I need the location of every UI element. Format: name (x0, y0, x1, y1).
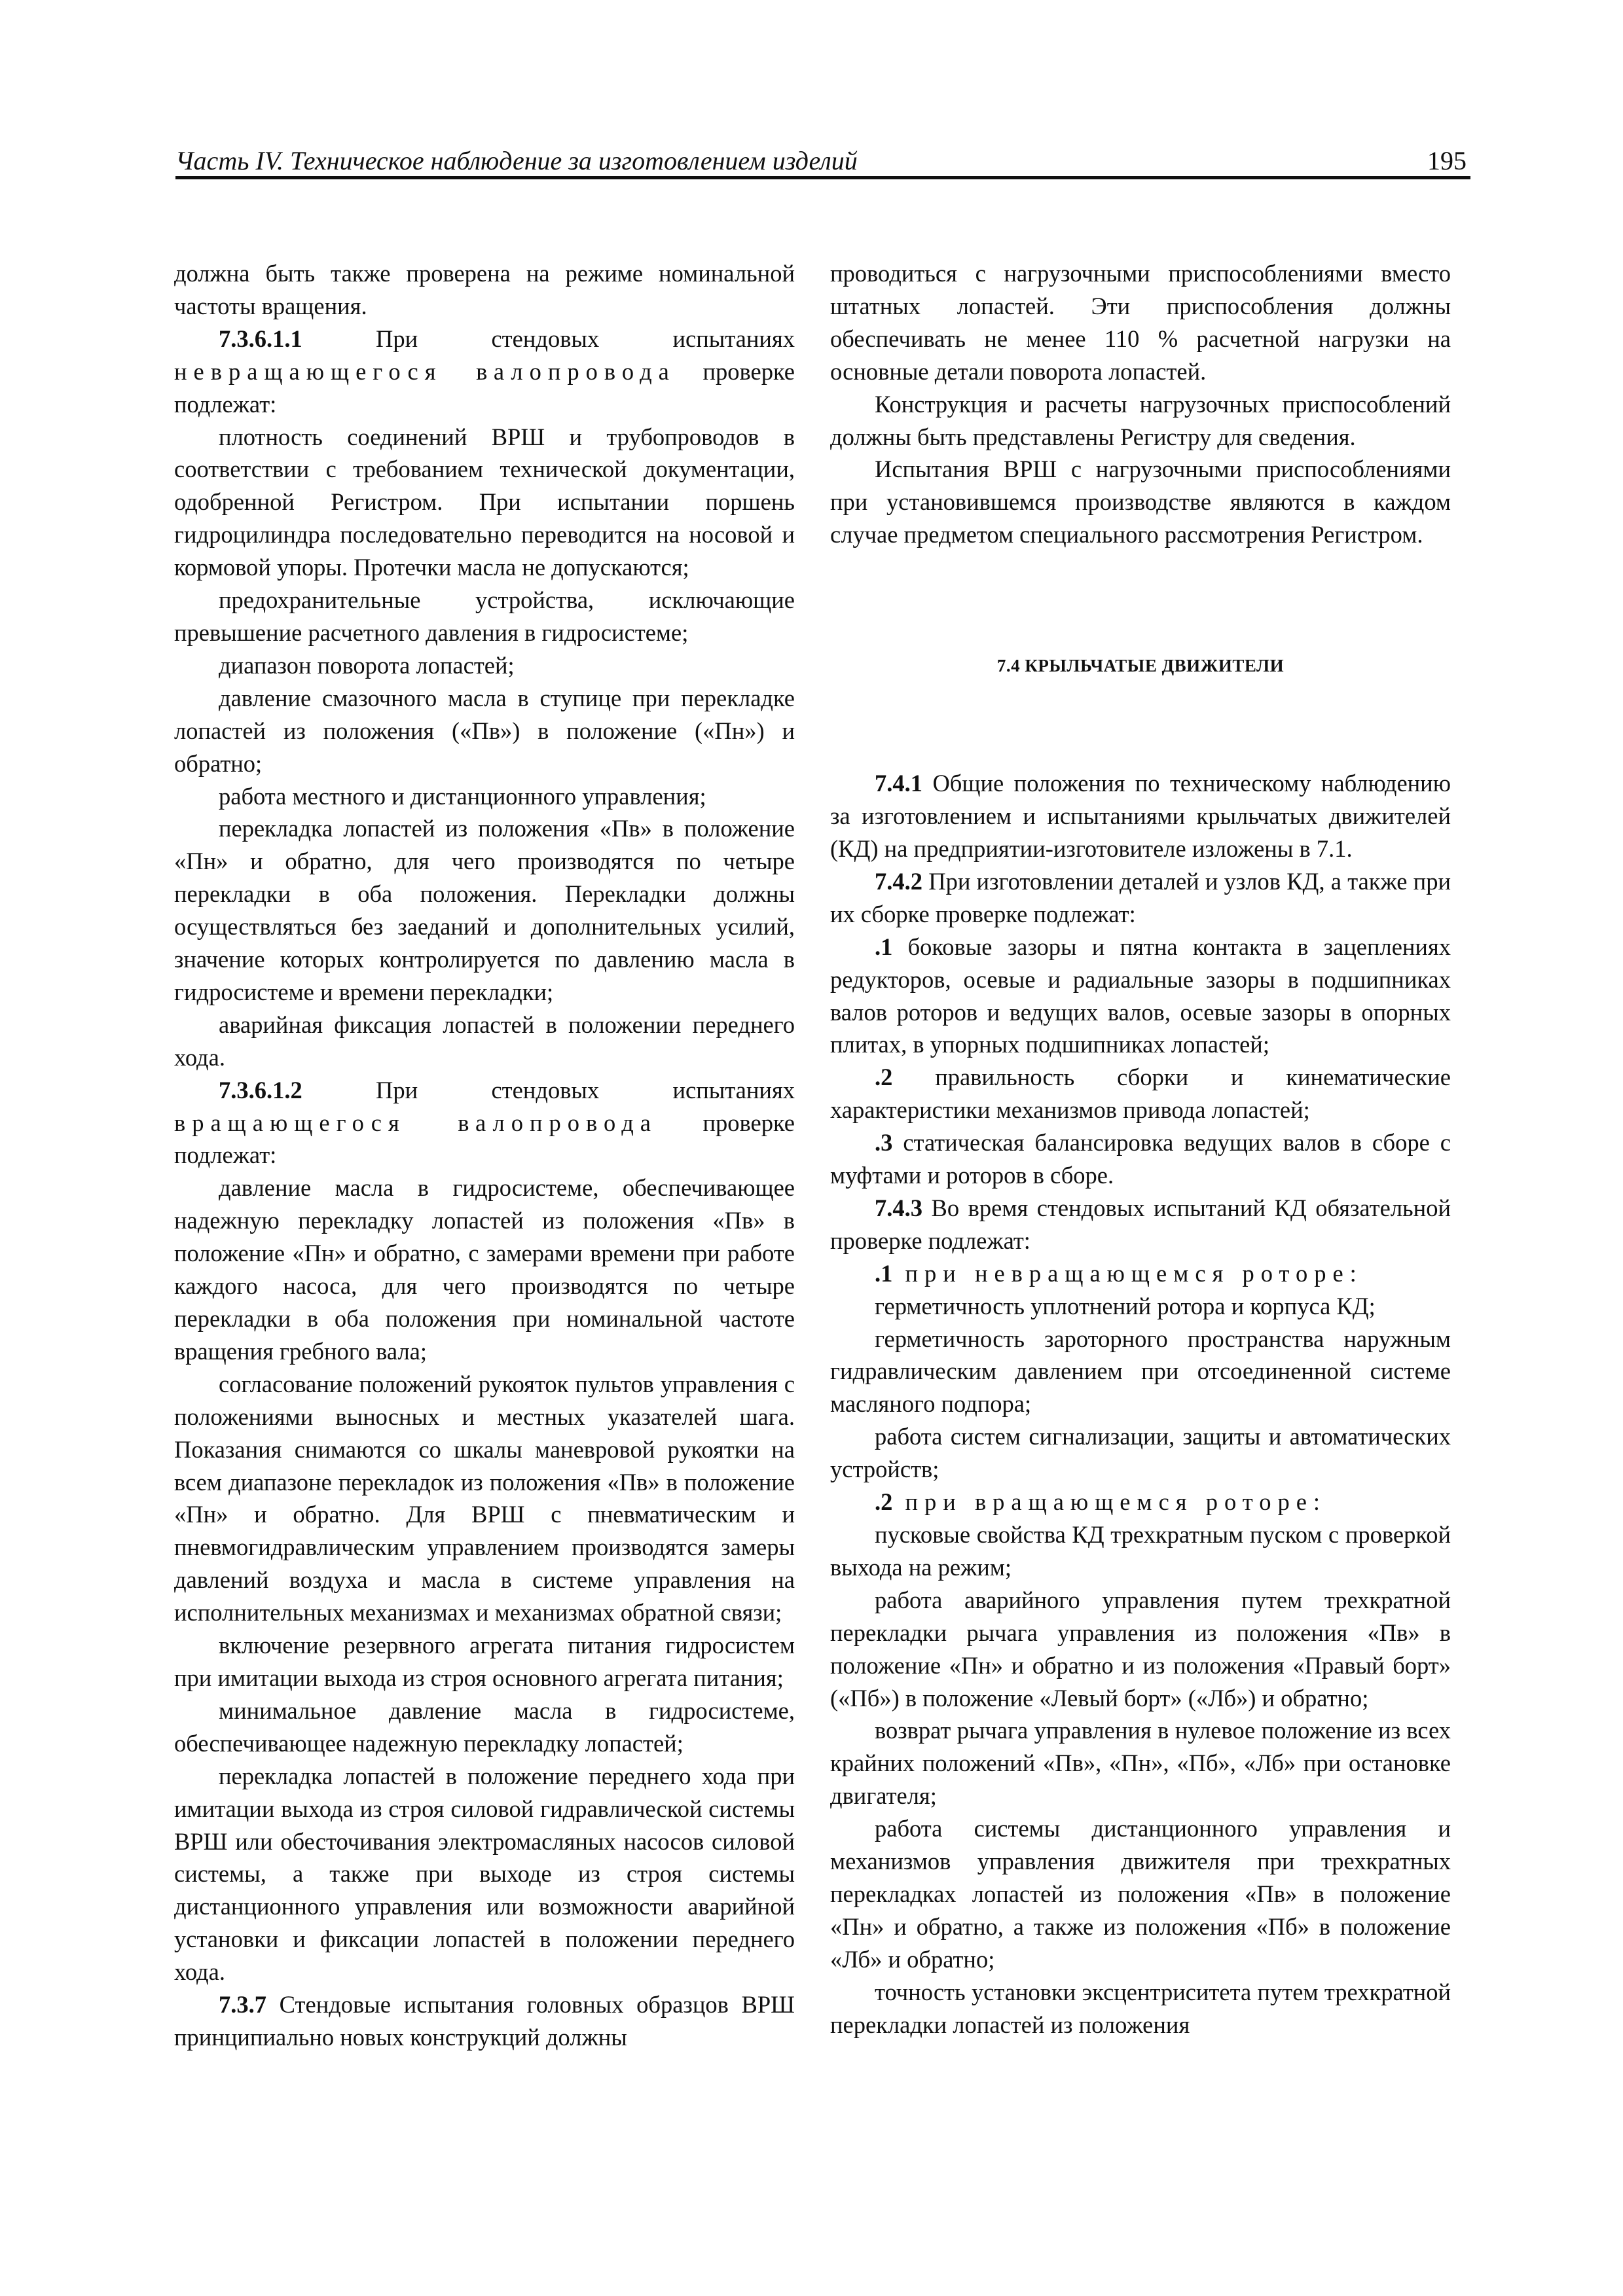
paragraph: работа системы дистанционного управления и механизмов управления движителя при трехкратных перекладках лопастей из положения «Пв» в положение «Пн» и обратно, а также из положения «Пб» в положение «Лб» и обратно; (830, 1815, 1451, 1973)
clause-7-3-7: 7.3.7 Стендовые испытания головных образцов ВРШ принципиально новых конструкций должны (174, 1991, 795, 2051)
paragraph: перекладка лопастей из положения «Пв» в положение «Пн» и обратно, для чего производятся по четыре перекладки в оба положения. Перекладки должны осуществляться без заеданий и дополнительных усилий, значение которых контролируется по давлению масла в гидросистеме и времени перекладки; (174, 815, 795, 1005)
paragraph: перекладка лопастей в положение переднего хода при имитации выхода из строя силовой гидравлической системы ВРШ или обесточивания электромасляных насосов силовой системы, а также при выходе из строя системы дистанционного управления или возможности аварийной установки и фиксации лопастей в положении переднего хода. (174, 1762, 795, 1986)
paragraph: должна быть также проверена на режиме номинальной частоты вращения. (174, 260, 795, 319)
paragraph: работа систем сигнализации, защиты и автоматических устройств; (830, 1423, 1451, 1483)
header-rule (175, 176, 1470, 179)
paragraph: давление смазочного масла в ступице при перекладке лопастей из положения («Пв») в положение («Пн») и обратно; (174, 684, 795, 777)
list-item: .2 правильность сборки и кинематические характеристики механизмов привода лопастей; (830, 1064, 1451, 1124)
page-number: 195 (1427, 146, 1467, 175)
item-number: .2 (875, 1488, 893, 1516)
paragraph: включение резервного агрегата питания гидросистем при имитации выхода из строя основного агрегата питания; (174, 1632, 795, 1691)
paragraph: работа местного и дистанционного управления; (219, 782, 706, 810)
spaced-emphasis: при вращающемся роторе: (892, 1488, 1327, 1516)
paragraph: точность установки эксцентриситета путем трехкратной перекладки лопастей из положения (830, 1978, 1451, 2038)
list-item: .3 статическая балансировка ведущих валов в сборе с муфтами и роторов в сборе. (830, 1129, 1451, 1189)
paragraph: Испытания ВРШ с нагрузочными приспособлениями при установившемся производстве являются в каждом случае предметом специального рассмотрения Регистром. (830, 456, 1451, 548)
right-column (830, 257, 1451, 2041)
item-number: .1 (875, 933, 893, 960)
clause-number: 7.4.2 (875, 867, 922, 895)
running-header (175, 143, 1470, 181)
spaced-emphasis: при невращающемся роторе: (892, 1259, 1363, 1287)
paragraph: герметичность зароторного пространства наружным гидравлическим давлением при отсоединенной системе масляного подпора; (830, 1325, 1451, 1418)
paragraph: минимальное давление масла в гидросистеме, обеспечивающее надежную перекладку лопастей; (174, 1696, 795, 1757)
paragraph: проводиться с нагрузочными приспособлениями вместо штатных лопастей. Эти приспособления должны обеспечивать не менее 110 % расчетной нагрузки на основные детали поворота лопастей. (830, 260, 1451, 385)
paragraph: согласование положений рукояток пультов управления с положениями выносных и местных указателей шага. Показания снимаются со шкалы маневровой рукоятки на всем диапазоне перекладок из положения «Пв» в положение «Пн» и обратно. Для ВРШ с пневматическим и пневмогидравлическим управлением производятся замеры давлений воздуха и масла в системе управления на исполнительных механизмах и механизмах обратной связи; (174, 1370, 795, 1626)
item-number: .3 (875, 1129, 893, 1157)
list-item (830, 1257, 1451, 1290)
spaced-emphasis: невращающегося валопровода (174, 357, 676, 385)
item-number: .2 (875, 1064, 893, 1091)
paragraph: предохранительные устройства, исключающие превышение расчетного давления в гидросистеме; (174, 586, 795, 646)
paragraph: аварийная фиксация лопастей в положении переднего хода. (174, 1011, 795, 1071)
section-title: 7.4 КРЫЛЬЧАТЫЕ ДВИЖИТЕЛИ (996, 656, 1285, 676)
paragraph: возврат рычага управления в нулевое положение из всех крайних положений «Пв», «Пн», «Пб», «Лб» при остановке двигателя; (830, 1717, 1451, 1810)
clause-7-3-6-1-2: 7.3.6.1.2 При стендовых испытаниях вращающегося валопровода проверке подлежат: (174, 1076, 795, 1169)
paragraph: давление масла в гидросистеме, обеспечивающее надежную перекладку лопастей из положения «Пв» в положение «Пн» и обратно, с замерами времени при работе каждого насоса, для чего производятся по четыре перекладки в оба положения при номинальной частоте вращения гребного вала; (174, 1174, 795, 1365)
header-title: Часть IV. Техническое наблюдение за изготовлением изделий (175, 146, 858, 175)
paragraph: диапазон поворота лопастей; (219, 651, 515, 679)
clause-number: 7.3.6.1.1 (219, 325, 302, 352)
paragraph: работа аварийного управления путем трехкратной перекладки рычага управления из положения «Пв» в положение «Пн» и обратно и из положения «Правый борт» («Пб») в положение «Левый борт» («Лб») и обратно; (830, 1586, 1451, 1712)
spaced-emphasis: вращающегося валопровода (174, 1109, 657, 1136)
clause-7-4-1: 7.4.1 Общие положения по техническому наблюдению за изготовлением и испытаниями крыльчатых движителей (КД) на предприятии-изготовителе изложены в 7.1. (830, 770, 1451, 862)
paragraph: пусковые свойства КД трехкратным пуском с проверкой выхода на режим; (830, 1521, 1451, 1581)
clause-7-4-2: 7.4.2 При изготовлении деталей и узлов КД, а также при их сборке проверке подлежат: (830, 867, 1451, 927)
list-item: .1 боковые зазоры и пятна контакта в зацеплениях редукторов, осевые и радиальные зазоры в подшипниках валов роторов и ведущих валов, осевые зазоры в опорных плитах, в упорных подшипниках лопастей; (830, 933, 1451, 1058)
clause-number: 7.3.6.1.2 (219, 1076, 302, 1103)
list-item (830, 1486, 1451, 1518)
clause-number: 7.4.3 (875, 1194, 922, 1221)
paragraph: герметичность уплотнений ротора и корпуса КД; (875, 1292, 1376, 1319)
clause-number: 7.3.7 (219, 1991, 266, 2018)
clause-7-4-3: 7.4.3 Во время стендовых испытаний КД обязательной проверке подлежат: (830, 1194, 1451, 1254)
paragraph: плотность соединений ВРШ и трубопроводов в соответствии с требованием технической документации, одобренной Регистром. При испытании поршень гидроцилиндра последовательно переводится на носовой и кормовой упоры. Протечки масла не допускаются; (174, 423, 795, 581)
left-column (174, 257, 795, 2054)
clause-7-3-6-1-1: 7.3.6.1.1 При стендовых испытаниях невращающегося валопровода проверке подлежат: (174, 325, 795, 418)
item-number: .1 (875, 1259, 893, 1287)
paragraph: Конструкция и расчеты нагрузочных приспособлений должны быть представлены Регистру для сведения. (830, 390, 1451, 450)
clause-number: 7.4.1 (875, 770, 922, 797)
